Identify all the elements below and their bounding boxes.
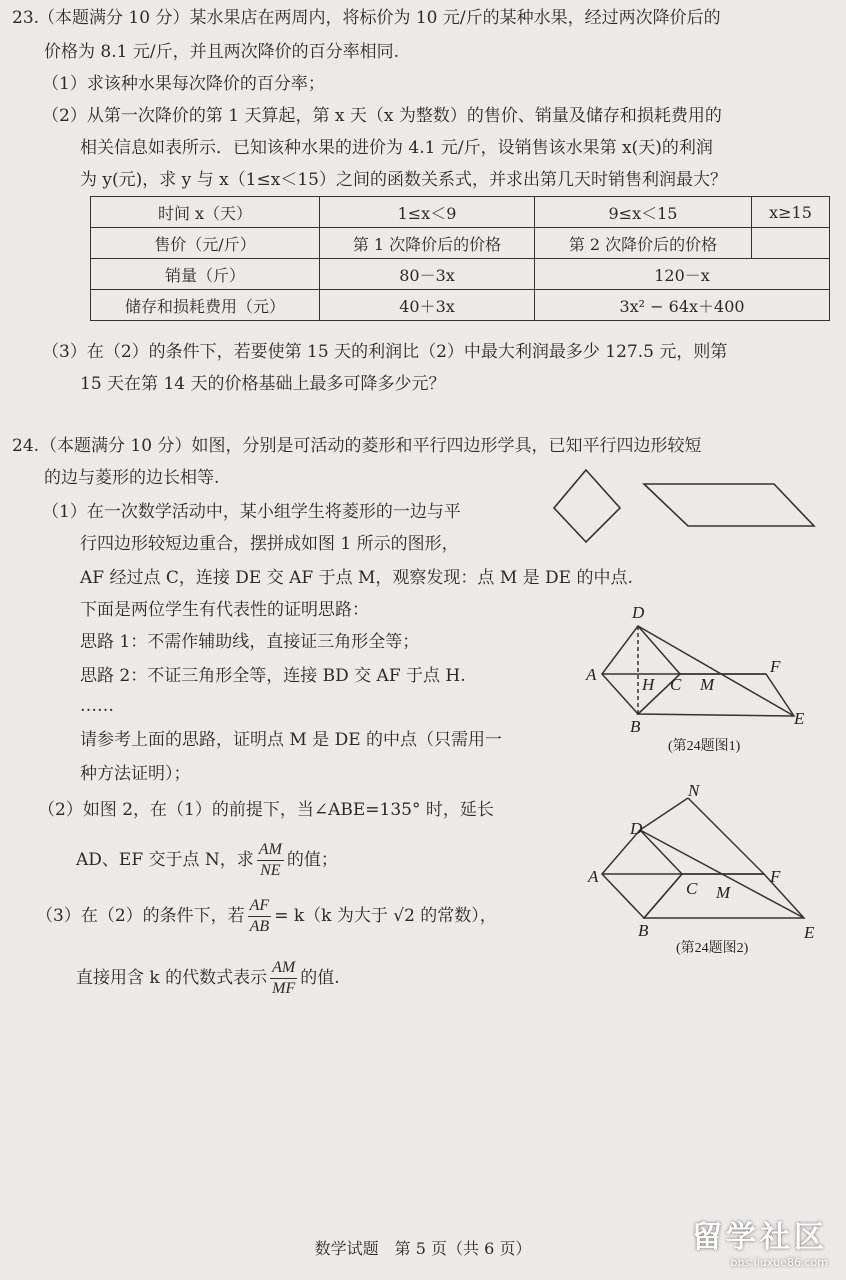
figure-2 — [580, 780, 830, 960]
label-E: E — [804, 923, 815, 942]
rhombus-abcd — [602, 626, 680, 714]
q23-part1: （1）求该种水果每次降价的百分率； — [42, 74, 325, 94]
q24-part2-text-b: 的值； — [286, 850, 338, 870]
label-E: E — [794, 709, 805, 728]
table-cell: 时间 x（天） — [91, 197, 320, 228]
q24-part3-text-d: 的值. — [300, 968, 340, 988]
label-C: C — [670, 675, 682, 694]
label-A: A — [588, 867, 599, 886]
q24-number: 24. — [12, 436, 40, 456]
segment-dn — [640, 798, 688, 830]
label-A: A — [586, 665, 597, 684]
label-N: N — [688, 781, 700, 800]
label-M: M — [716, 883, 731, 902]
table-cell — [752, 228, 830, 259]
table-cell: 9≤x＜15 — [535, 197, 752, 228]
q24-intro-line1: （本题满分 10 分）如图，分别是可活动的菱形和平行四边形学具，已知平行四边形较短 — [40, 436, 702, 456]
q24-intro-line2: 的边与菱形的边长相等. — [44, 468, 220, 488]
fraction-denominator: AB — [249, 918, 270, 935]
parallelogram-shape — [644, 484, 814, 526]
q24-part1-line9: 种方法证明）； — [80, 764, 191, 784]
q24-part1-line3: AF 经过点 C，连接 DE 交 AF 于点 M，观察发现：点 M 是 DE 的中点. — [80, 568, 633, 588]
watermark — [692, 1212, 828, 1269]
watermark-title: 留学社区 — [692, 1220, 828, 1255]
q23-intro-line1: （本题满分 10 分）某水果店在两周内，将标价为 10 元/斤的某种水果，经过两次降价后的 — [38, 8, 721, 28]
q24-part3-text-c: 直接用含 k 的代数式表示 — [76, 968, 268, 988]
rhombus-shape — [554, 470, 620, 542]
q24-part3-line2 — [76, 954, 340, 1002]
table-cell: 80－3x — [320, 259, 535, 290]
label-M: M — [700, 675, 715, 694]
q24-part1-line4: 下面是两位学生有代表性的证明思路： — [80, 600, 369, 620]
q23-part2-line2: 相关信息如表所示．已知该种水果的进价为 4.1 元/斤，设销售该水果第 x(天)的利润 — [80, 138, 713, 158]
fraction-af-ab — [248, 896, 272, 937]
label-F: F — [770, 867, 781, 886]
q24-part1-line1: （1）在一次数学活动中，某小组学生将菱形的一边与平 — [42, 502, 461, 522]
q24-part1-line5: 思路 1：不需作辅助线，直接证三角形全等； — [80, 632, 420, 652]
table-cell: 40＋3x — [320, 290, 535, 321]
table-cell: 销量（斤） — [91, 259, 320, 290]
figure-1 — [580, 600, 830, 760]
fraction-am-ne — [257, 840, 284, 881]
label-C: C — [686, 879, 698, 898]
fraction-denominator: MF — [272, 980, 296, 997]
q24-part1-line7: …… — [80, 696, 114, 716]
label-F: F — [770, 657, 781, 676]
watermark-url: bbs.liuxue86.com — [730, 1256, 828, 1269]
table-row — [91, 197, 830, 228]
q23-part3-line1: （3）在（2）的条件下，若要使第 15 天的利润比（2）中最大利润最多少 127.5 元，则第 — [42, 342, 728, 362]
table-cell: 售价（元/斤） — [91, 228, 320, 259]
parallelogram-bcfe — [638, 674, 794, 716]
fraction-am-mf — [270, 958, 297, 999]
q23-info-table — [90, 196, 830, 321]
label-D: D — [632, 603, 645, 622]
q24-part2-text-a: AD、EF 交于点 N，求 — [76, 850, 254, 870]
q23-number: 23. — [12, 8, 40, 28]
table-cell: 第 1 次降价后的价格 — [320, 228, 535, 259]
tools-figure — [548, 466, 828, 546]
q24-part3-line1 — [36, 892, 497, 940]
figure-1-caption: (第24题图1) — [668, 739, 741, 754]
q24-part3-text-a: （3）在（2）的条件下，若 — [36, 906, 245, 926]
table-cell: 120－x — [535, 259, 830, 290]
table-cell: 储存和损耗费用（元） — [91, 290, 320, 321]
table-cell: 第 2 次降价后的价格 — [535, 228, 752, 259]
table-cell: 1≤x＜9 — [320, 197, 535, 228]
q24-part3-text-b: = k（k 为大于 √2 的常数）， — [274, 906, 497, 926]
q24-part1-line8: 请参考上面的思路，证明点 M 是 DE 的中点（只需用一 — [80, 730, 503, 750]
q23-part2-line1: （2）从第一次降价的第 1 天算起，第 x 天（x 为整数）的售价、销量及储存和损耗费用的 — [42, 106, 722, 126]
fraction-numerator: AF — [248, 896, 272, 917]
fraction-numerator: AM — [257, 840, 284, 861]
table-row — [91, 259, 830, 290]
table-row — [91, 228, 830, 259]
q24-part2-line2 — [76, 836, 338, 884]
table-cell: 3x² − 64x＋400 — [535, 290, 830, 321]
fraction-denominator: NE — [260, 862, 281, 879]
q24-part1-line2: 行四边形较短边重合，摆拼成如图 1 所示的图形， — [80, 534, 459, 554]
table-row — [91, 290, 830, 321]
figure-2-caption: (第24题图2) — [676, 941, 749, 956]
q24-part1-line6: 思路 2：不证三角形全等，连接 BD 交 AF 于点 H. — [80, 666, 466, 686]
q23-part2-line3: 为 y(元)，求 y 与 x（1≤x＜15）之间的函数关系式，并求出第几天时销售利润最大？ — [80, 170, 727, 190]
table-cell: x≥15 — [752, 197, 830, 228]
label-H: H — [642, 675, 655, 694]
label-D: D — [630, 819, 643, 838]
label-B: B — [638, 921, 649, 940]
q23-intro-line2: 价格为 8.1 元/斤，并且两次降价的百分率相同. — [44, 42, 399, 62]
label-B: B — [630, 717, 641, 736]
page-footer: 数学试题 第 5 页（共 6 页） — [314, 1239, 532, 1258]
q24-part2-line1: （2）如图 2，在（1）的前提下，当∠ABE=135° 时，延长 — [38, 800, 494, 820]
q23-part3-line2: 15 天在第 14 天的价格基础上最多可降多少元？ — [80, 374, 446, 394]
fraction-numerator: AM — [270, 958, 297, 979]
